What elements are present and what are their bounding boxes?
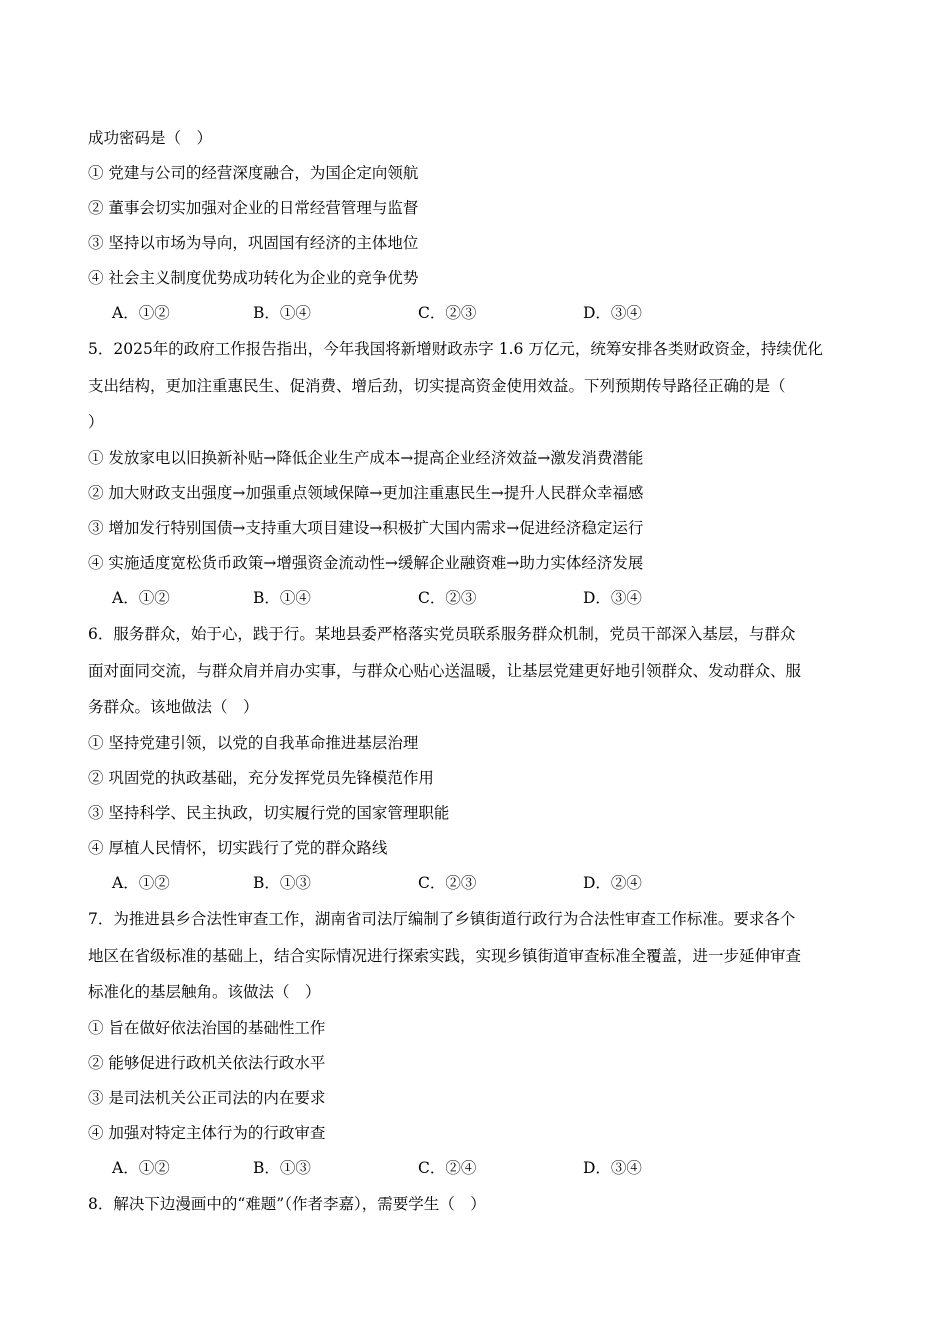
q4-item-1: ① 党建与公司的经营深度融合，为国企定向领航 — [88, 164, 419, 182]
q6-option-b: B．①③ — [253, 874, 311, 892]
q5-option-d: D．③④ — [583, 589, 642, 607]
q5-stem-line-1: 5．2025年的政府工作报告指出，今年我国将新增财政赤字 1.6 万亿元，统筹安排各类财政资金，持续优化 — [88, 340, 823, 358]
q4-stem-tail: 成功密码是（ ） — [88, 129, 213, 147]
q6-option-d: D．②④ — [583, 874, 642, 892]
q6-item-2: ② 巩固党的执政基础，充分发挥党员先锋模范作用 — [88, 769, 434, 787]
q4-item-2: ② 董事会切实加强对企业的日常经营管理与监督 — [88, 199, 419, 217]
q7-option-c: C．②④ — [418, 1159, 477, 1177]
q4-item-4: ④ 社会主义制度优势成功转化为企业的竞争优势 — [88, 269, 419, 287]
q6-stem-line-1: 6．服务群众，始于心，践于行。某地县委严格落实党员联系服务群众机制，党员干部深入基层，与群众 — [88, 625, 796, 643]
q8-stem-line-1: 8．解决下边漫画中的“难题”（作者李嘉），需要学生（ ） — [88, 1195, 486, 1213]
q4-option-a: A．①② — [112, 304, 170, 322]
q7-item-2: ② 能够促进行政机关依法行政水平 — [88, 1054, 326, 1072]
q5-item-2: ② 加大财政支出强度→加强重点领域保障→更加注重惠民生→提升人民群众幸福感 — [88, 484, 644, 502]
q7-stem-line-1: 7．为推进县乡合法性审查工作，湖南省司法厅编制了乡镇街道行政行为合法性审查工作标准。要求各个 — [88, 910, 796, 928]
q7-stem-line-2: 地区在省级标准的基础上，结合实际情况进行探索实践，实现乡镇街道审查标准全覆盖，进一步延伸审查 — [88, 947, 802, 965]
q5-item-1: ① 发放家电以旧换新补贴→降低企业生产成本→提高企业经济效益→激发消费潜能 — [88, 449, 644, 467]
q5-stem-line-2: 支出结构，更加注重惠民生、促消费、增后劲，切实提高资金使用效益。下列预期传导路径正确的是（ — [88, 377, 786, 395]
q4-option-d: D．③④ — [583, 304, 642, 322]
q4-option-c: C．②③ — [418, 304, 477, 322]
q5-item-4: ④ 实施适度宽松货币政策→增强资金流动性→缓解企业融资难→助力实体经济发展 — [88, 554, 644, 572]
q7-option-a: A．①② — [112, 1159, 170, 1177]
q5-option-c: C．②③ — [418, 589, 477, 607]
q6-item-3: ③ 坚持科学、民主执政，切实履行党的国家管理职能 — [88, 804, 450, 822]
q5-stem-line-3: ） — [88, 413, 104, 431]
q7-option-b: B．①③ — [253, 1159, 311, 1177]
q6-item-1: ① 坚持党建引领，以党的自我革命推进基层治理 — [88, 734, 419, 752]
q6-item-4: ④ 厚植人民情怀，切实践行了党的群众路线 — [88, 839, 388, 857]
q7-item-4: ④ 加强对特定主体行为的行政审查 — [88, 1124, 326, 1142]
q4-item-3: ③ 坚持以市场为导向，巩固国有经济的主体地位 — [88, 234, 419, 252]
q6-stem-line-3: 务群众。该地做法（ ） — [88, 698, 259, 716]
q5-option-a: A．①② — [112, 589, 170, 607]
q6-option-c: C．②③ — [418, 874, 477, 892]
q5-item-3: ③ 增加发行特别国债→支持重大项目建设→积极扩大国内需求→促进经济稳定运行 — [88, 519, 644, 537]
q6-stem-line-2: 面对面同交流，与群众肩并肩办实事，与群众心贴心送温暖，让基层党建更好地引领群众、发动群众、服 — [88, 662, 802, 680]
q6-option-a: A．①② — [112, 874, 170, 892]
q4-option-b: B．①④ — [253, 304, 311, 322]
q7-option-d: D．③④ — [583, 1159, 642, 1177]
q7-stem-line-3: 标准化的基层触角。该做法（ ） — [88, 983, 321, 1001]
q7-item-1: ① 旨在做好依法治国的基础性工作 — [88, 1019, 326, 1037]
q5-option-b: B．①④ — [253, 589, 311, 607]
q7-item-3: ③ 是司法机关公正司法的内在要求 — [88, 1089, 326, 1107]
